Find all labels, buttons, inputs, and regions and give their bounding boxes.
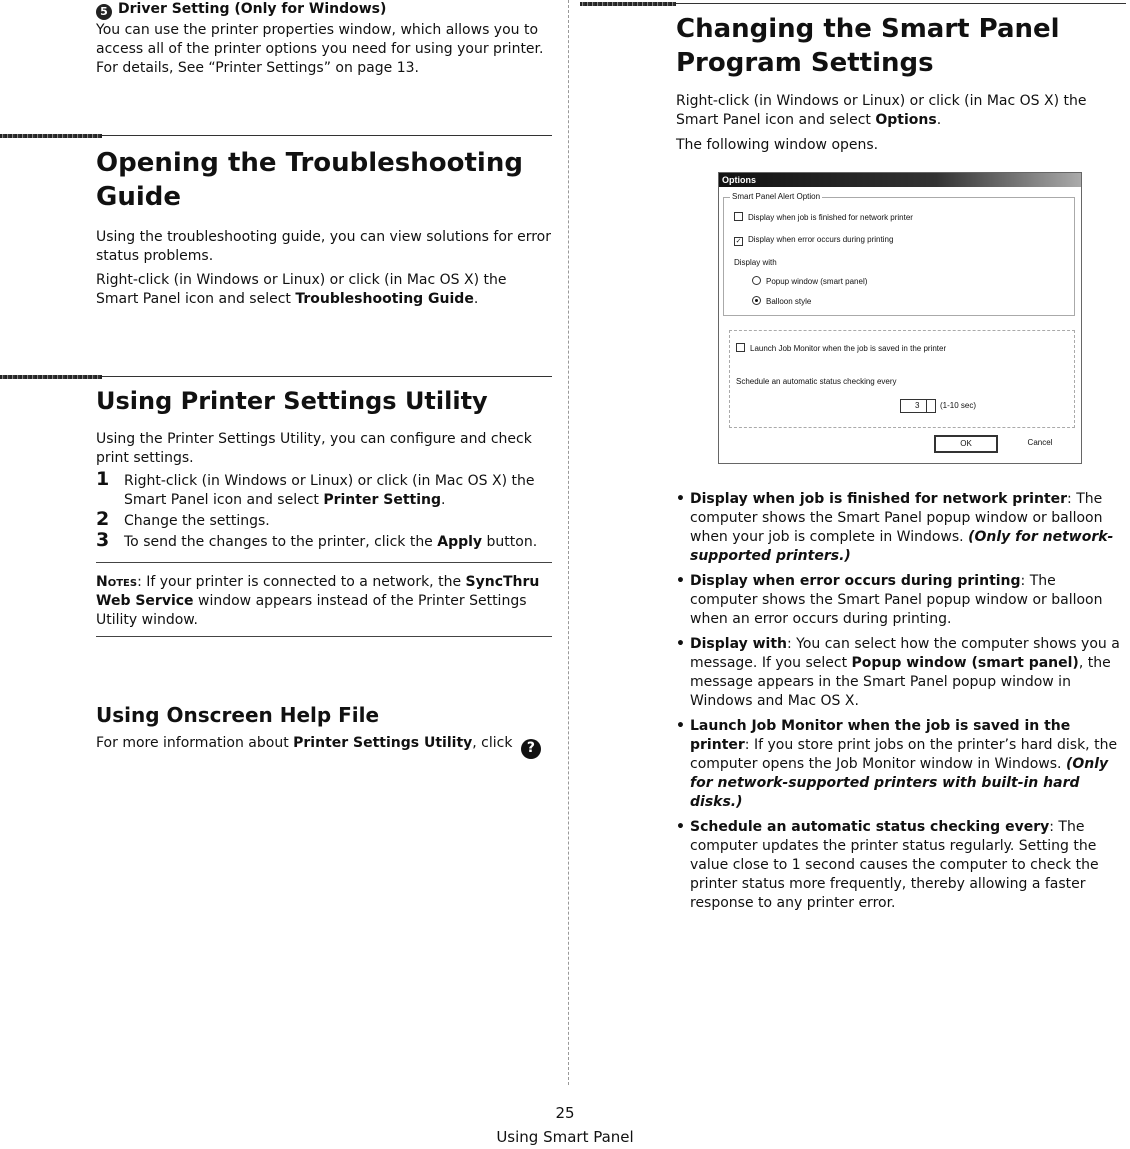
help-body: For more information about Printer Settings Utility, click ? xyxy=(96,734,552,759)
list-item: • Launch Job Monitor when the job is saved in the printer: If you store print jobs on the printer’s hard disk, the computer opens the Job Monitor window in Windows. (Only for network-supported printers with built-in hard disks.) xyxy=(676,717,1126,812)
step-item: 1 Right-click (in Windows or Linux) or click (in Mac OS X) the Smart Panel icon and select Printer Setting. xyxy=(96,468,535,508)
radio-popup-window[interactable]: Popup window (smart panel) xyxy=(752,276,867,287)
checkbox-launch-job-monitor[interactable]: Launch Job Monitor when the job is saved in the printer xyxy=(736,343,946,354)
driver-setting-body: You can use the printer properties window, which allows you to access all of the printer options you need for using your printer. For details, See “Printer Settings” on page 13. xyxy=(96,21,544,76)
list-item: • Display when error occurs during printing: The computer shows the Smart Panel popup window or balloon when an error occurs during printing. xyxy=(676,572,1126,629)
heading-bar xyxy=(0,375,102,379)
note-label: Notes xyxy=(96,574,138,590)
radio-selected-icon xyxy=(752,296,761,305)
smart-panel-heading: Changing the Smart Panel Program Settings xyxy=(676,14,1060,78)
options-dialog xyxy=(718,172,1082,464)
radio-balloon-style[interactable]: Balloon style xyxy=(752,296,811,307)
checkbox-icon xyxy=(734,212,743,221)
help-heading: Using Onscreen Help File xyxy=(96,703,380,727)
heading-rule xyxy=(676,3,1126,4)
checkbox-error-occurs[interactable]: ✓ Display when error occurs during printing xyxy=(735,235,894,245)
driver-setting-section xyxy=(96,0,552,78)
note-box: Notes: If your printer is connected to a network, the SyncThru Web Service window appears instead of the Printer Settings Utility window. xyxy=(96,562,552,637)
heading-rule xyxy=(102,376,552,377)
utility-steps xyxy=(96,468,552,552)
list-item: • Display with: You can select how the computer shows you a message. If you select Popup window (smart panel), the message appears in the Smart Panel popup window in Windows and Mac OS X. xyxy=(676,635,1126,711)
troubleshoot-heading: Opening the Troubleshooting Guide xyxy=(96,148,523,212)
job-monitor-group xyxy=(729,330,1075,428)
interval-range-label: (1-10 sec) xyxy=(940,401,977,410)
radio-icon xyxy=(752,276,761,285)
list-item: • Schedule an automatic status checking every: The computer updates the printer status regularly. Setting the value close to 1 second causes the computer to check the printer status more frequently, thereby allowing a faster response to any printer error. xyxy=(676,818,1126,913)
smart-panel-p2: The following window opens. xyxy=(676,137,879,153)
footer-section-title: Using Smart Panel xyxy=(496,1128,634,1146)
page-number: 25 xyxy=(555,1104,575,1122)
checkbox-icon xyxy=(736,343,745,352)
help-icon[interactable]: ? xyxy=(521,739,541,759)
checkbox-icon: ✓ xyxy=(735,238,742,245)
number-5-icon: 5 xyxy=(96,4,112,20)
schedule-label: Schedule an automatic status checking every xyxy=(736,377,897,386)
display-with-label: Display with xyxy=(734,258,777,267)
checkbox-job-finished[interactable]: Display when job is finished for network printer xyxy=(734,212,913,223)
heading-bar xyxy=(580,2,676,6)
troubleshoot-section xyxy=(96,146,552,309)
smart-panel-settings-section xyxy=(676,12,1126,155)
smart-panel-p1: Right-click (in Windows or Linux) or click (in Mac OS X) the Smart Panel icon and select Options. xyxy=(676,93,1087,128)
dialog-title-bar: Options xyxy=(719,173,1081,187)
heading-rule xyxy=(102,135,552,136)
troubleshoot-p2: Right-click (in Windows or Linux) or click (in Mac OS X) the Smart Panel icon and select Troubleshooting Guide. xyxy=(96,272,507,307)
options-bullet-list xyxy=(676,490,1126,919)
cancel-button[interactable]: Cancel xyxy=(1009,435,1071,451)
list-item: • Display when job is finished for network printer: The computer shows the Smart Panel popup window or balloon when your job is complete in Windows. (Only for network-supported printers.) xyxy=(676,490,1126,566)
ok-button[interactable]: OK xyxy=(934,435,998,453)
utility-heading: Using Printer Settings Utility xyxy=(96,387,488,415)
utility-intro: Using the Printer Settings Utility, you can configure and check print settings. xyxy=(96,431,532,466)
heading-bar xyxy=(0,134,102,138)
step-item: 3 To send the changes to the printer, click the Apply button. xyxy=(96,529,538,551)
spinner-arrows-icon xyxy=(926,400,935,412)
help-section xyxy=(96,702,552,759)
group-label: Smart Panel Alert Option xyxy=(732,192,821,201)
alert-option-group xyxy=(723,192,1075,316)
column-divider xyxy=(568,0,569,1085)
troubleshoot-p1: Using the troubleshooting guide, you can view solutions for error status problems. xyxy=(96,229,552,264)
utility-section xyxy=(96,386,552,637)
driver-setting-title: 5 Driver Setting (Only for Windows) xyxy=(96,0,552,20)
interval-spinner[interactable]: 3 xyxy=(900,399,936,413)
step-item: 2 Change the settings. xyxy=(96,508,270,530)
